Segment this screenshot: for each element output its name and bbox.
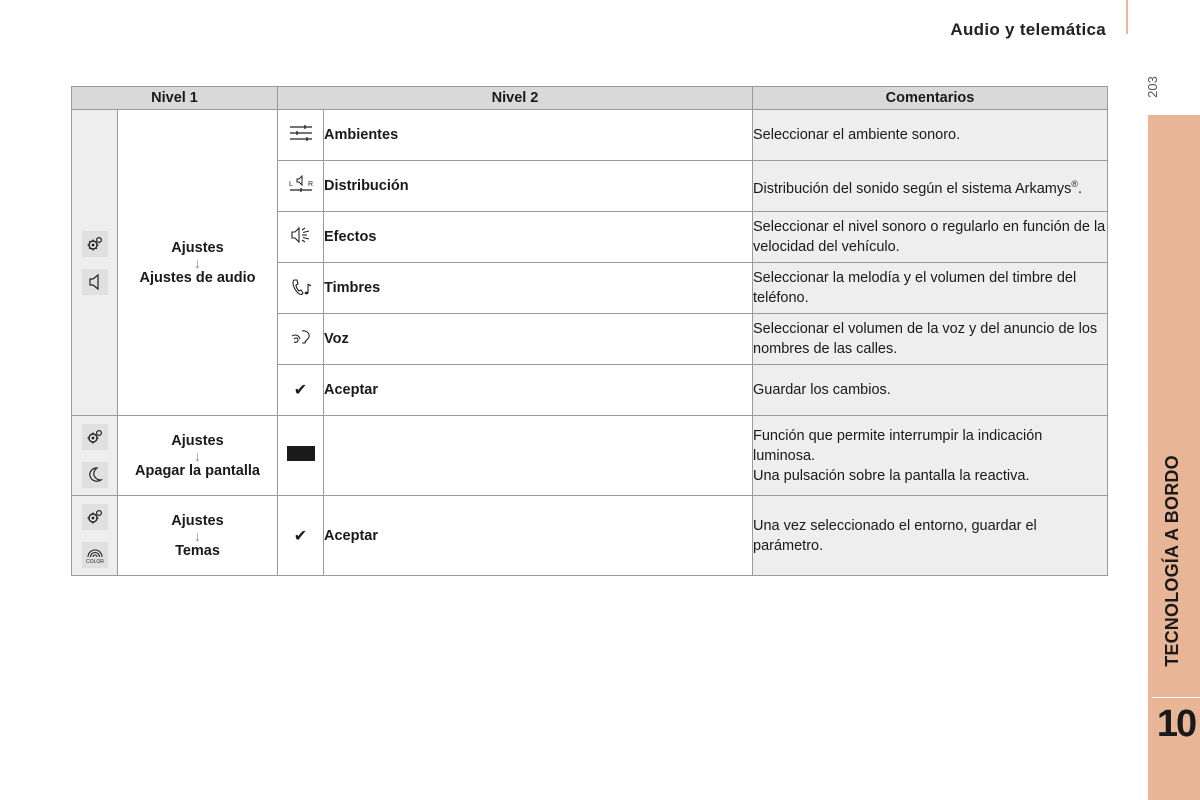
sidebar-divider [1152, 697, 1200, 698]
color-theme-icon [82, 542, 108, 568]
table-header-row [72, 87, 1108, 110]
row-comment-temas: Una vez seleccionado el entorno, guardar el parámetro. [753, 496, 1108, 576]
header-nivel-2: Nivel 2 [278, 87, 753, 110]
ringtone-icon [278, 263, 324, 314]
row-comment-apagar-pantalla [753, 416, 1108, 496]
registered-mark: ® [1071, 178, 1078, 189]
black-screen-icon [278, 416, 324, 496]
settings-icon [82, 504, 108, 530]
settings-icon [82, 424, 108, 450]
sound-effects-icon [278, 212, 324, 263]
level1-icons-audio [72, 110, 118, 416]
header-comentarios: Comentarios [753, 87, 1108, 110]
table-row [72, 496, 1108, 576]
moon-icon [82, 462, 108, 488]
row-label-distribucion: Distribución [324, 161, 753, 212]
checkmark-glyph: ✔ [293, 382, 308, 399]
equalizer-icon [278, 110, 324, 161]
level1-bottom-label: Ajustes de audio [139, 269, 256, 286]
row-label-empty [324, 416, 753, 496]
level1-icons-temas [72, 496, 118, 576]
row-label-aceptar-temas: Aceptar [324, 496, 753, 576]
row-label-ambientes: Ambientes [324, 110, 753, 161]
level1-bottom-label: Temas [175, 542, 220, 559]
speaker-icon [82, 269, 108, 295]
row-comment-voz: Seleccionar el volumen de la voz y del anuncio de los nombres de las calles. [753, 314, 1108, 365]
table-row [72, 416, 1108, 496]
row-comment-aceptar: Guardar los cambios. [753, 365, 1108, 416]
down-arrow-icon: ↓ [194, 447, 201, 464]
down-arrow-icon: ↓ [194, 254, 201, 271]
level1-top-label: Ajustes [171, 432, 224, 449]
table-row [72, 110, 1108, 161]
chapter-title: TECNOLOGÍA A BORDO [1162, 455, 1182, 667]
checkmark-icon [278, 496, 324, 576]
level1-icons-pantalla [72, 416, 118, 496]
color-theme-text: COLOR [85, 558, 104, 565]
comment-end: . [1077, 180, 1083, 197]
row-label-voz: Voz [324, 314, 753, 365]
checkmark-icon [278, 365, 324, 416]
level1-top-label: Ajustes [171, 512, 224, 529]
settings-icon [82, 231, 108, 257]
svg-text:R: R [307, 181, 313, 188]
chapter-number: 10 [1156, 703, 1196, 745]
checkmark-glyph: ✔ [293, 527, 308, 545]
level1-temas [118, 496, 278, 576]
row-label-efectos: Efectos [324, 212, 753, 263]
level1-ajustes-de-audio [118, 110, 278, 416]
row-comment-distribucion [753, 161, 1108, 212]
voice-icon [278, 314, 324, 365]
page-number: 203 [1145, 76, 1160, 98]
row-comment-timbres: Seleccionar la melodía y el volumen del timbre del teléfono. [753, 263, 1108, 314]
settings-table [71, 86, 1108, 576]
balance-icon [278, 161, 324, 212]
comment-text: Distribución del sonido según el sistema Arkamys [753, 180, 1072, 197]
level1-bottom-label: Apagar la pantalla [135, 462, 260, 479]
svg-text:L: L [288, 181, 293, 188]
comment-line-1: Función que permite interrumpir la indicación luminosa. [753, 427, 1043, 464]
level1-apagar-pantalla [118, 416, 278, 496]
level1-top-label: Ajustes [171, 239, 224, 256]
comment-line-2: Una pulsación sobre la pantalla la reactiva. [753, 467, 1030, 484]
row-label-aceptar: Aceptar [324, 365, 753, 416]
page-header-title: Audio y telemática [950, 20, 1106, 39]
header-nivel-1: Nivel 1 [72, 87, 278, 110]
down-arrow-icon: ↓ [194, 527, 201, 544]
row-label-timbres: Timbres [324, 263, 753, 314]
row-comment-ambientes: Seleccionar el ambiente sonoro. [753, 110, 1108, 161]
header-divider [1126, 0, 1128, 34]
row-comment-efectos: Seleccionar el nivel sonoro o regularlo en función de la velocidad del vehículo. [753, 212, 1108, 263]
